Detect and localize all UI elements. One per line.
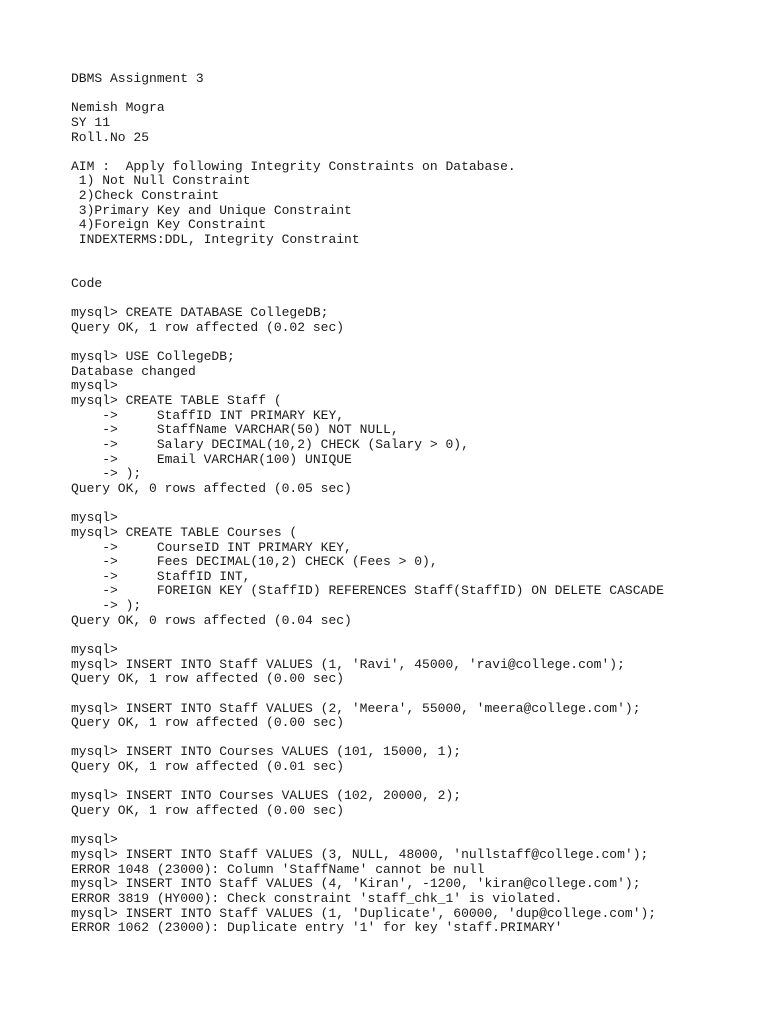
doc-line: -> StaffName VARCHAR(50) NOT NULL,: [71, 422, 399, 438]
doc-line: Database changed: [71, 363, 196, 379]
doc-line: [71, 262, 751, 277]
document-body: [71, 72, 751, 936]
doc-line: Query OK, 0 rows affected (0.04 sec): [71, 612, 352, 628]
doc-line: [71, 687, 751, 702]
doc-line: [71, 819, 751, 834]
doc-line: DBMS Assignment 3: [71, 71, 204, 86]
doc-line: -> CourseID INT PRIMARY KEY,: [71, 539, 352, 555]
doc-line: mysql> CREATE TABLE Staff (: [71, 393, 282, 409]
doc-line: mysql>: [71, 832, 118, 848]
doc-line: 1) Not Null Constraint: [71, 173, 251, 189]
doc-line: mysql> INSERT INTO Staff VALUES (4, 'Kiran', -1200, 'kiran@college.com');: [71, 876, 641, 892]
doc-line: -> );: [71, 466, 142, 482]
doc-line: [71, 145, 751, 160]
doc-line: Query OK, 1 row affected (0.00 sec): [71, 715, 345, 731]
doc-line: -> Salary DECIMAL(10,2) CHECK (Salary > 0),: [71, 437, 469, 453]
doc-line: Code: [71, 275, 103, 291]
doc-line: [71, 248, 751, 263]
doc-line: mysql>: [71, 510, 118, 526]
doc-line: [71, 292, 751, 307]
doc-line: [71, 497, 751, 512]
doc-line: -> );: [71, 598, 142, 614]
doc-line: [71, 628, 751, 643]
doc-line: 2)Check Constraint: [71, 188, 220, 204]
doc-line: mysql> INSERT INTO Courses VALUES (102, 20000, 2);: [71, 788, 462, 804]
doc-line: Query OK, 1 row affected (0.01 sec): [71, 759, 345, 775]
doc-line: -> FOREIGN KEY (StaffID) REFERENCES Staff(StaffID) ON DELETE CASCADE: [71, 583, 664, 599]
doc-line: SY 11: [71, 114, 111, 130]
doc-line: mysql>: [71, 378, 118, 394]
doc-line: mysql> INSERT INTO Staff VALUES (1, 'Ravi', 45000, 'ravi@college.com');: [71, 656, 625, 672]
doc-line: mysql> INSERT INTO Staff VALUES (1, 'Duplicate', 60000, 'dup@college.com');: [71, 905, 657, 921]
doc-line: Query OK, 1 row affected (0.00 sec): [71, 671, 345, 687]
doc-line: 3)Primary Key and Unique Constraint: [71, 202, 352, 218]
doc-line: Query OK, 1 row affected (0.00 sec): [71, 803, 345, 819]
doc-line: ERROR 1048 (23000): Column 'StaffName' cannot be null: [71, 861, 485, 877]
doc-line: Nemish Mogra: [71, 100, 165, 116]
doc-line: 4)Foreign Key Constraint: [71, 217, 267, 233]
doc-line: [71, 731, 751, 746]
doc-line: AIM : Apply following Integrity Constraints on Database.: [71, 158, 516, 174]
doc-line: Query OK, 1 row affected (0.02 sec): [71, 319, 345, 335]
doc-line: -> Fees DECIMAL(10,2) CHECK (Fees > 0),: [71, 554, 438, 570]
doc-line: mysql> INSERT INTO Courses VALUES (101, 15000, 1);: [71, 744, 462, 760]
doc-line: [71, 336, 751, 351]
doc-line: Roll.No 25: [71, 129, 150, 145]
doc-line: mysql> CREATE TABLE Courses (: [71, 524, 298, 540]
doc-line: Query OK, 0 rows affected (0.05 sec): [71, 480, 352, 496]
doc-line: mysql> CREATE DATABASE CollegeDB;: [71, 305, 329, 321]
doc-line: -> Email VARCHAR(100) UNIQUE: [71, 451, 352, 467]
doc-line: -> StaffID INT,: [71, 568, 251, 584]
doc-line: INDEXTERMS:DDL, Integrity Constraint: [71, 232, 360, 248]
doc-line: mysql> INSERT INTO Staff VALUES (3, NULL, 48000, 'nullstaff@college.com');: [71, 846, 649, 862]
doc-line: ERROR 1062 (23000): Duplicate entry '1' for key 'staff.PRIMARY': [71, 920, 563, 936]
doc-line: [71, 87, 751, 102]
doc-line: mysql> INSERT INTO Staff VALUES (2, 'Meera', 55000, 'meera@college.com');: [71, 700, 641, 716]
doc-line: mysql>: [71, 641, 118, 657]
doc-line: mysql> USE CollegeDB;: [71, 349, 235, 365]
doc-line: [71, 775, 751, 790]
doc-line: -> StaffID INT PRIMARY KEY,: [71, 407, 345, 423]
doc-line: ERROR 3819 (HY000): Check constraint 'staff_chk_1' is violated.: [71, 890, 563, 906]
